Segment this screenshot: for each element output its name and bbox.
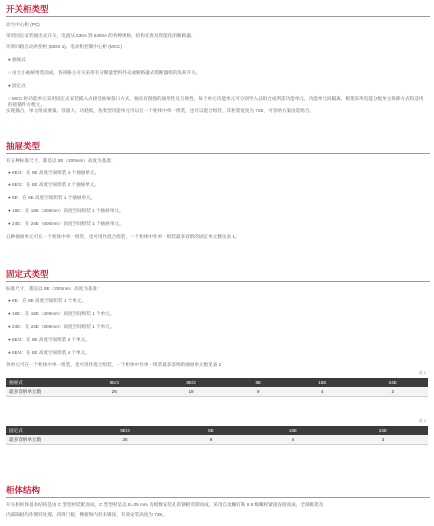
table-header-cell: 8E — [229, 378, 287, 387]
table-header-cell: 8E — [174, 426, 248, 435]
text-line: 采用固定安装抽出式开关，电流从 630A 到 6300A 的各种规格，结构先进及智能化的断路器。 — [6, 33, 196, 38]
table-cell: 最多容纳单元数 — [6, 387, 76, 397]
section-title-frame: 柜体结构 — [6, 485, 41, 495]
bullet-item: ● 24E：在 24E（600mm）高度空间组装 1 个抽屉单元。 — [8, 221, 124, 226]
drawer-capacity-table — [6, 378, 428, 397]
text-line: 各单元可在一个柜体中单一组装，也可用作混合组装，一个柜体中作单一组装最多容纳的抽屉单元数见表 2 — [6, 362, 222, 367]
bullet-item: ● 8E/2：在 8E 高度空间组装 2 个单元。 — [8, 337, 90, 342]
text-line: 实现插合，单元组成要素、容量大、功耗低，各类型功能单元可以在一个柜体中单一组装，也可以混合组装，其柜架宽度为 72E，可容纳方案由选组合。 — [6, 108, 315, 113]
text-line: 有五种标准尺寸，都是以 8E（200mm）高度为基准： — [6, 158, 116, 163]
bullet-item: ● 8E/4：在 8E 高度空间组装 4 个抽屉单元。 — [8, 170, 100, 175]
table-cell: 最多容纳单元数 — [6, 435, 76, 445]
text-line: 内部隔板均作镀锌处理，四周门板，侧板和内封未镀涂，有效安装高度为 72E。 — [6, 512, 168, 517]
text-line: 动力中心柜 (PC) — [6, 22, 40, 27]
bullet-item: ● 抽屉式 — [8, 57, 26, 62]
bullet-item: ○ MCC 柜功能单元采用固定式安装插入式接受抽屉接口方式，抽具有很强的通用性及互换性，每个单元功能单元可分别导入以组合成所需功能单元，功能单元间隔离，框架采用电能分配单元拆卸方式和适用的接插件方便元。 — [8, 96, 424, 107]
section-divider — [6, 497, 430, 498]
table-row — [6, 435, 428, 445]
text-line: 五种抽屉单元可在一个柜体中单一组装，也可用作混合组装，一个柜体中作单一组装最多容纳的固定单元数见表 1。 — [6, 234, 240, 239]
table-cell: 26 — [76, 387, 153, 397]
bullet-item: ● 8E/4：在 8E 高度空间组装 4 个单元。 — [8, 350, 90, 355]
table-header-cell: 抽屉式 — [6, 378, 76, 387]
section-title-fixed-type: 固定式类型 — [6, 269, 49, 279]
table-header-cell: 固定式 — [6, 426, 76, 435]
table-header-cell: 8E/4 — [76, 378, 153, 387]
table-header-cell: 8E/2 — [153, 378, 230, 387]
table-cell: 26 — [76, 435, 174, 445]
bullet-item: ● 固定式 — [8, 83, 26, 88]
bullet-item: ● 24E：在 24E（600mm）高度空间组装 1 个单元。 — [8, 324, 115, 329]
table-cell: 3 — [358, 387, 428, 397]
table-header-cell: 8E/4 — [76, 426, 174, 435]
section-divider — [6, 153, 430, 154]
table-header-cell: 16E — [287, 378, 357, 387]
table-row — [6, 387, 428, 397]
table-header-row — [6, 378, 428, 387]
text-line: 开关柜柜体基本结构是由 C 型型材装配而成，C 型型材是以 E=25 mm 为模数安装孔的钢板弯制而成，采用自攻螺钉和 8.8 级螺栓紧固连接而成，全部框架及 — [6, 502, 324, 507]
table-note: 表 2 — [418, 418, 426, 423]
bullet-item: ● 8E：在 8E 高度空间组装 1 个单元。 — [8, 298, 87, 303]
bullet-item: ● 8E：在 8E 高度空间组装 1 个抽屉单元。 — [8, 195, 96, 200]
text-line: 功率回路自动补偿柜 (MDS-J)、电动机控制中心柜 (MCC) — [6, 44, 122, 49]
table-header-cell: 24E — [358, 378, 428, 387]
table-cell: 9 — [174, 435, 248, 445]
table-cell: 4 — [287, 387, 357, 397]
table-header-cell: 16E — [248, 426, 338, 435]
table-note: 表 1 — [418, 370, 426, 375]
bullet-item: ○ 由大小抽屉组装而成，各回路主开关采用有分断量塑料外壳或断路器式熔断器组的负荷开关。 — [8, 70, 201, 75]
section-title-drawer-type: 抽屉类型 — [6, 141, 41, 151]
section-title-switch-type: 开关柜类型 — [6, 4, 49, 14]
text-line: 标准尺寸，都是以 8E（200mm）高度为基准： — [6, 286, 102, 291]
table-cell: 9 — [229, 387, 287, 397]
section-divider — [6, 16, 430, 17]
bullet-item: ● 8E/2：在 8E 高度空间组装 2 个抽屉单元。 — [8, 182, 100, 187]
table-cell: 4 — [248, 435, 338, 445]
table-cell: 18 — [153, 387, 230, 397]
fixed-capacity-table — [6, 426, 428, 445]
section-divider — [6, 281, 430, 282]
bullet-item: ● 16E：在 16E（400mm）高度空间组装 1 个单元。 — [8, 311, 115, 316]
bullet-item: ● 16E：在 16E（400mm）高度空间组装 1 个抽屉单元。 — [8, 208, 124, 213]
table-cell: 3 — [338, 435, 428, 445]
table-header-row — [6, 426, 428, 435]
table-header-cell: 24E — [338, 426, 428, 435]
